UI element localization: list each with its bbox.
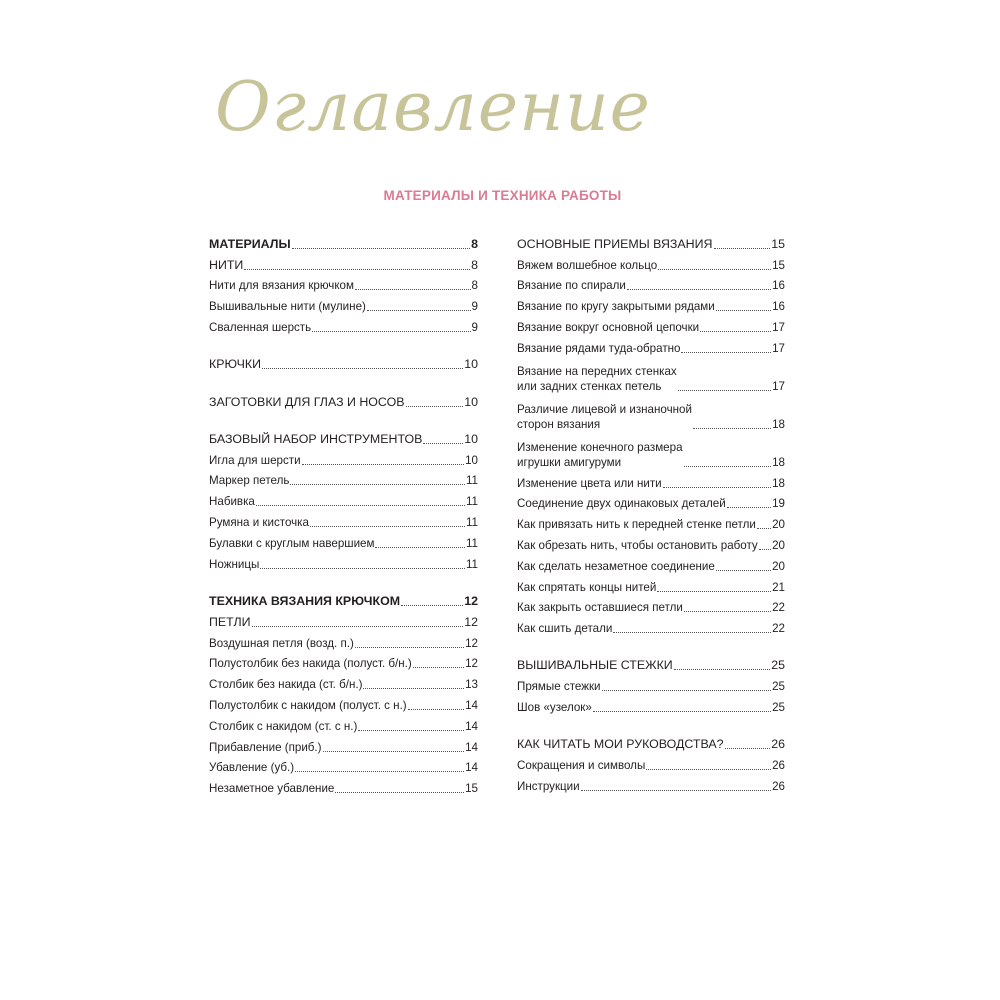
toc-page-number: 13	[465, 678, 478, 692]
toc-page-number: 25	[771, 658, 785, 673]
toc-entry-label: Убавление (уб.)	[209, 761, 295, 775]
toc-entry[interactable]	[209, 673, 478, 694]
toc-page-number: 12	[465, 636, 478, 650]
toc-entry[interactable]	[209, 553, 478, 574]
toc-page-number: 22	[772, 622, 785, 636]
toc-entry[interactable]	[517, 617, 785, 638]
toc-entry-label: Как спрятать концы нитей	[517, 580, 657, 594]
toc-dot-leader	[323, 751, 465, 752]
toc-page-number: 15	[772, 258, 785, 272]
toc-page-number: 17	[772, 379, 785, 393]
toc-entry-label: Шов «узелок»	[517, 701, 592, 715]
toc-section-heading[interactable]	[517, 233, 785, 254]
toc-dot-leader	[684, 611, 771, 612]
toc-page-number: 9	[471, 300, 478, 314]
toc-entry-label	[517, 402, 692, 432]
toc-page-number: 11	[465, 474, 478, 488]
toc-entry[interactable]	[517, 275, 785, 296]
toc-entry-label: ТЕХНИКА ВЯЗАНИЯ КРЮЧКОМ	[209, 593, 401, 608]
toc-entry[interactable]	[517, 675, 785, 696]
page-title: Оглавление	[215, 68, 651, 147]
toc-entry-label: Полустолбик с накидом (полуст. с н.)	[209, 698, 407, 712]
toc-entry-label	[517, 440, 683, 470]
toc-entry-label: КРЮЧКИ	[209, 357, 261, 372]
toc-dot-leader	[716, 310, 771, 311]
toc-entry[interactable]	[517, 316, 785, 337]
toc-entry-label: ПЕТЛИ	[209, 614, 251, 629]
toc-entry[interactable]	[517, 472, 785, 493]
toc-gap	[209, 412, 478, 429]
toc-page-number: 26	[772, 779, 785, 793]
toc-entry-label: Румяна и кисточка	[209, 516, 309, 530]
toc-entry[interactable]	[517, 358, 785, 396]
toc-dot-leader	[375, 547, 464, 548]
toc-dot-leader	[663, 487, 771, 488]
toc-entry[interactable]	[517, 254, 785, 275]
toc-page-number: 11	[465, 557, 478, 571]
toc-page-number: 8	[471, 236, 478, 251]
toc-section-heading[interactable]	[209, 590, 478, 611]
toc-dot-leader	[335, 792, 464, 793]
toc-entry-label: Полустолбик без накида (полуст. б/н.)	[209, 657, 412, 671]
toc-entry-label: Вышивальные нити (мулине)	[209, 300, 366, 314]
toc-dot-leader	[613, 632, 771, 633]
toc-dot-leader	[312, 331, 470, 332]
toc-page-number: 11	[465, 495, 478, 509]
toc-entry[interactable]	[209, 694, 478, 715]
toc-dot-leader	[681, 352, 771, 353]
toc-left-column	[209, 233, 478, 798]
toc-entry-label: Вязание рядами туда-обратно	[517, 341, 681, 355]
toc-page-number: 10	[464, 394, 478, 409]
toc-page-number: 19	[772, 497, 785, 511]
toc-entry-label: ЗАГОТОВКИ ДЛЯ ГЛАЗ И НОСОВ	[209, 394, 405, 409]
toc-dot-leader	[262, 368, 463, 369]
toc-dot-leader	[260, 568, 465, 569]
toc-page-number: 20	[772, 518, 785, 532]
toc-page-number: 25	[772, 680, 785, 694]
toc-entry-label: Столбик с накидом (ст. с н.)	[209, 719, 358, 733]
toc-entry-label-line: Изменение конечного размера	[517, 440, 683, 454]
toc-dot-leader	[292, 248, 471, 249]
toc-dot-leader	[716, 570, 771, 571]
toc-section-heading[interactable]	[209, 391, 478, 412]
toc-entry-label: Нити для вязания крючком	[209, 279, 354, 293]
toc-entry-label: НИТИ	[209, 257, 244, 272]
toc-entry[interactable]	[517, 493, 785, 514]
toc-page-number: 10	[464, 431, 478, 446]
toc-dot-leader	[290, 484, 465, 485]
toc-entry-label: Инструкции	[517, 779, 580, 793]
toc-page-number: 17	[772, 341, 785, 355]
toc-entry[interactable]	[517, 555, 785, 576]
toc-entry[interactable]	[209, 736, 478, 757]
toc-section-heading[interactable]	[209, 353, 478, 374]
toc-page-number: 26	[771, 737, 785, 752]
toc-dot-leader	[358, 730, 464, 731]
toc-entry-label: ОСНОВНЫЕ ПРИЕМЫ ВЯЗАНИЯ	[517, 236, 713, 251]
toc-entry[interactable]	[209, 490, 478, 511]
toc-entry-label: Сваленная шерсть	[209, 320, 312, 334]
toc-page-number: 10	[464, 357, 478, 372]
toc-dot-leader	[256, 505, 465, 506]
toc-gap	[517, 638, 785, 655]
toc-entry-label: Прибавление (приб.)	[209, 740, 322, 754]
toc-entry-label: Ножницы	[209, 557, 260, 571]
toc-dot-leader	[757, 528, 771, 529]
toc-dot-leader	[310, 526, 465, 527]
toc-entry[interactable]	[209, 777, 478, 798]
toc-section-heading[interactable]	[209, 233, 478, 254]
toc-dot-leader	[581, 790, 771, 791]
toc-entry[interactable]	[209, 275, 478, 296]
toc-entry-label: Прямые стежки	[517, 680, 601, 694]
toc-entry[interactable]	[209, 449, 478, 470]
toc-entry[interactable]	[517, 754, 785, 775]
toc-entry-label: Вязание по кругу закрытыми рядами	[517, 300, 715, 314]
toc-page-number: 18	[772, 476, 785, 490]
toc-page-number: 8	[471, 279, 478, 293]
toc-entry[interactable]	[209, 715, 478, 736]
toc-entry-label: МАТЕРИАЛЫ	[209, 236, 291, 251]
toc-page-number: 15	[771, 236, 785, 251]
toc-entry[interactable]	[517, 576, 785, 597]
toc-dot-leader	[674, 669, 770, 670]
toc-dot-leader	[367, 310, 471, 311]
toc-entry-label: Набивка	[209, 495, 255, 509]
toc-dot-leader	[355, 289, 471, 290]
toc-gap	[209, 574, 478, 591]
toc-section-heading[interactable]	[209, 428, 478, 449]
toc-entry-label: Как обрезать нить, чтобы остановить работу	[517, 538, 758, 552]
toc-page-number: 20	[772, 538, 785, 552]
toc-dot-leader	[408, 709, 464, 710]
toc-entry[interactable]	[209, 532, 478, 553]
toc-entry-label: КАК ЧИТАТЬ МОИ РУКОВОДСТВА?	[517, 737, 724, 752]
toc-dot-leader	[406, 406, 464, 407]
toc-page-number: 14	[465, 761, 478, 775]
toc-dot-leader	[658, 269, 771, 270]
toc-dot-leader	[413, 667, 464, 668]
toc-entry[interactable]	[517, 337, 785, 358]
toc-dot-leader	[627, 289, 771, 290]
toc-entry[interactable]	[209, 632, 478, 653]
section-subtitle: МАТЕРИАЛЫ И ТЕХНИКА РАБОТЫ	[383, 188, 622, 203]
toc-dot-leader	[244, 269, 470, 270]
toc-entry[interactable]	[517, 434, 785, 472]
toc-entry-label	[517, 364, 677, 394]
toc-dot-leader	[252, 626, 464, 627]
toc-dot-leader	[700, 331, 771, 332]
toc-entry-label-line: Различие лицевой и изнаночной	[517, 402, 692, 416]
toc-dot-leader	[727, 507, 771, 508]
toc-page-number: 22	[772, 601, 785, 615]
toc-dot-leader	[657, 591, 771, 592]
toc-page-number: 18	[772, 417, 785, 431]
toc-entry-label: ВЫШИВАЛЬНЫЕ СТЕЖКИ	[517, 658, 673, 673]
toc-page-number: 17	[772, 320, 785, 334]
toc-page-number: 11	[465, 536, 478, 550]
toc-entry[interactable]	[209, 316, 478, 337]
toc-page-number: 12	[464, 593, 478, 608]
toc-section-heading[interactable]	[517, 655, 785, 676]
toc-entry[interactable]	[209, 757, 478, 778]
toc-page-number: 14	[465, 740, 478, 754]
toc-section-heading[interactable]	[517, 734, 785, 755]
toc-entry-label: Как сделать незаметное соединение	[517, 559, 715, 573]
toc-entry[interactable]	[209, 470, 478, 491]
toc-entry[interactable]	[517, 513, 785, 534]
toc-page-number: 26	[772, 759, 785, 773]
toc-dot-leader	[646, 769, 771, 770]
toc-dot-leader	[725, 748, 771, 749]
toc-entry-label: Булавки с круглым навершием	[209, 536, 375, 550]
toc-dot-leader	[693, 428, 771, 429]
toc-entry[interactable]	[209, 295, 478, 316]
toc-right-column	[517, 233, 785, 796]
toc-entry-label-line: или задних стенках петель	[517, 379, 662, 393]
toc-dot-leader	[401, 605, 463, 606]
toc-entry[interactable]	[517, 534, 785, 555]
toc-page-number: 9	[471, 320, 478, 334]
toc-page-number: 12	[465, 657, 478, 671]
toc-section-heading[interactable]	[209, 611, 478, 632]
toc-entry-label: Как привязать нить к передней стенке петли	[517, 518, 756, 532]
toc-page-number: 8	[471, 257, 478, 272]
toc-page-number: 20	[772, 559, 785, 573]
toc-entry-label: Столбик без накида (ст. б/н.)	[209, 678, 363, 692]
toc-entry[interactable]	[209, 653, 478, 674]
toc-dot-leader	[678, 390, 771, 391]
toc-dot-leader	[759, 549, 771, 550]
toc-gap	[209, 374, 478, 391]
toc-entry[interactable]	[517, 696, 785, 717]
toc-dot-leader	[363, 688, 464, 689]
toc-page-number: 25	[772, 701, 785, 715]
toc-entry-label-line: игрушки амигуруми	[517, 455, 622, 469]
toc-entry-label: Изменение цвета или нити	[517, 476, 662, 490]
toc-page-number: 16	[772, 300, 785, 314]
toc-section-heading[interactable]	[209, 254, 478, 275]
toc-page-number: 15	[465, 782, 478, 796]
toc-entry-label-line: сторон вязания	[517, 417, 601, 431]
toc-page-number: 10	[465, 453, 478, 467]
toc-entry-label: Вязание по спирали	[517, 279, 626, 293]
toc-dot-leader	[714, 248, 771, 249]
toc-entry-label: Игла для шерсти	[209, 453, 301, 467]
toc-dot-leader	[295, 771, 464, 772]
toc-entry-label: Воздушная петля (возд. п.)	[209, 636, 354, 650]
toc-entry-label-line: Вязание на передних стенках	[517, 364, 677, 378]
toc-entry-label: Сокращения и символы	[517, 759, 646, 773]
toc-page-number: 18	[772, 455, 785, 469]
toc-entry[interactable]	[517, 295, 785, 316]
toc-dot-leader	[684, 466, 772, 467]
toc-page-number: 16	[772, 279, 785, 293]
toc-entry-label: Вяжем волшебное кольцо	[517, 258, 658, 272]
toc-page-number: 11	[465, 516, 478, 530]
toc-dot-leader	[423, 443, 463, 444]
toc-entry-label: Как сшить детали	[517, 622, 613, 636]
toc-entry-label: Маркер петель	[209, 474, 290, 488]
toc-dot-leader	[602, 690, 772, 691]
toc-entry[interactable]	[517, 396, 785, 434]
toc-entry-label: Соединение двух одинаковых деталей	[517, 497, 726, 511]
toc-gap	[517, 717, 785, 734]
toc-page-number: 21	[772, 580, 785, 594]
toc-page-number: 14	[465, 719, 478, 733]
toc-entry-label: Незаметное убавление	[209, 782, 335, 796]
toc-entry[interactable]	[517, 597, 785, 618]
toc-dot-leader	[302, 464, 465, 465]
toc-gap	[209, 337, 478, 354]
toc-page-number: 14	[465, 698, 478, 712]
toc-page-number: 12	[464, 614, 478, 629]
toc-dot-leader	[593, 711, 771, 712]
toc-dot-leader	[355, 647, 464, 648]
toc-entry-label: Вязание вокруг основной цепочки	[517, 320, 700, 334]
toc-entry-label: Как закрыть оставшиеся петли	[517, 601, 683, 615]
toc-entry-label: БАЗОВЫЙ НАБОР ИНСТРУМЕНТОВ	[209, 431, 423, 446]
toc-entry[interactable]	[209, 511, 478, 532]
toc-entry[interactable]	[517, 775, 785, 796]
